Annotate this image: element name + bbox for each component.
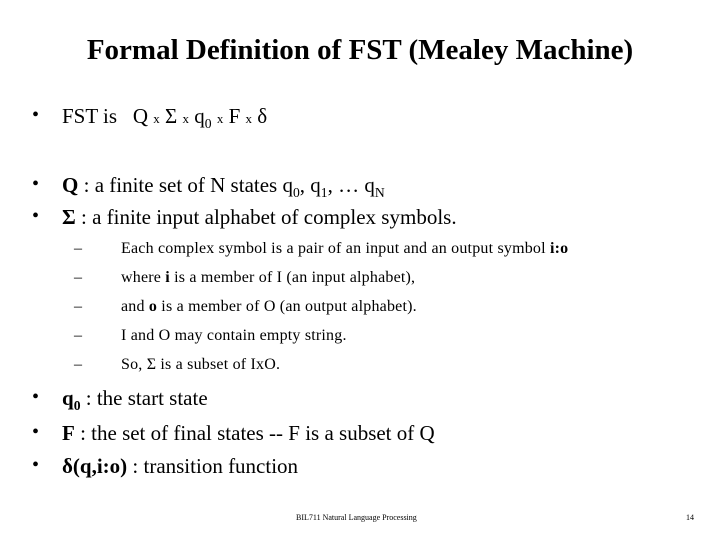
term-q: Q xyxy=(62,173,79,197)
term-delta: δ(q,i:o) xyxy=(62,454,128,478)
page-number: 14 xyxy=(686,513,694,522)
term-f: F xyxy=(62,421,75,445)
bullet-dot: • xyxy=(32,104,40,126)
fst-lead: FST is xyxy=(62,104,118,128)
slide-title: Formal Definition of FST (Mealey Machine) xyxy=(86,34,634,66)
term-q0: q xyxy=(62,386,74,410)
term-sigma: Σ xyxy=(62,205,76,229)
footer-course-title: BIL711 Natural Language Processing xyxy=(296,513,417,522)
fst-tuple: FST is Q x Σ x $q_0$ x F x δ xyxy=(62,104,268,131)
